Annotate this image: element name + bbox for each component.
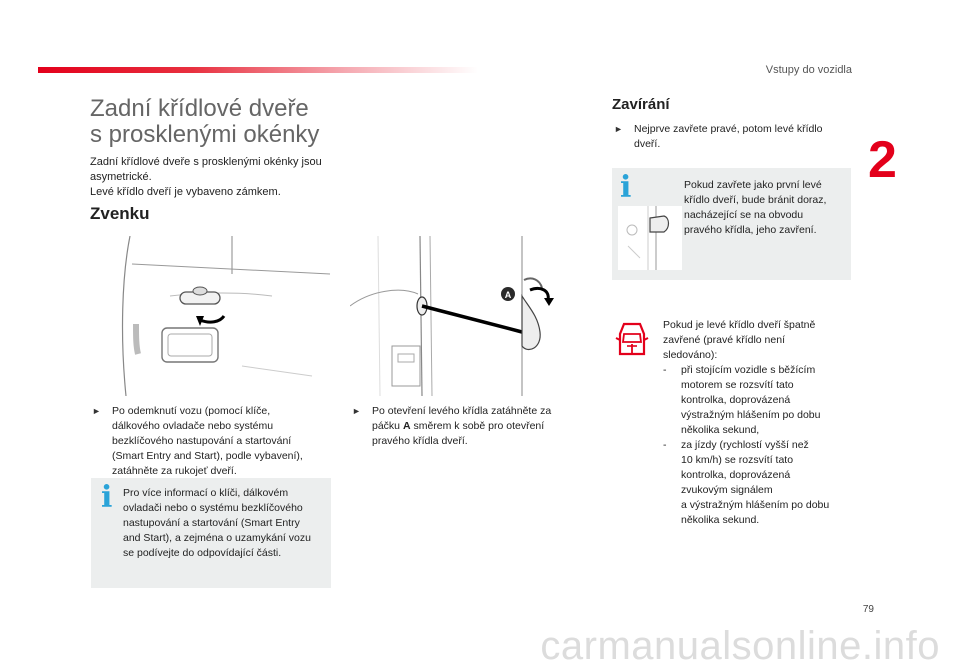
door-lever-illustration <box>350 236 560 396</box>
warning-text <box>663 318 863 528</box>
arrow-bullet-icon: ► <box>352 406 361 416</box>
bullet-text <box>112 404 303 479</box>
warning-item-stationary <box>663 363 863 438</box>
bullet-line: Po otevření levého křídla zatáhněte za <box>372 405 552 417</box>
bullet-line: pravého křídla dveří. <box>372 435 468 447</box>
warning-line: několika sekund, <box>681 424 760 436</box>
bullet-line: Po odemknutí vozu (pomocí klíče, <box>112 405 271 417</box>
bullet-line: dálkového ovladače nebo systému <box>112 420 274 432</box>
intro-line: asymetrické. <box>90 171 152 183</box>
info-box-text <box>684 178 826 238</box>
bullet-closing-order <box>614 122 854 156</box>
warning-line: zavřené (pravé křídlo není <box>663 334 785 346</box>
info-box-keys <box>91 478 331 588</box>
warning-line: a výstražným hlášením po dobu <box>681 499 830 511</box>
warning-line: výstražným hlášením po dobu <box>681 409 821 421</box>
info-box-text <box>123 486 311 561</box>
fig2-label-a: A <box>504 290 512 300</box>
info-line: pravého křídla, jeho zavření. <box>684 224 817 236</box>
bullet-line: (Smart Entry and Start), podle vybavení), <box>112 450 303 462</box>
bullet-text <box>372 404 551 449</box>
intro-line: Zadní křídlové dveře s prosklenými okénky jsou <box>90 156 322 168</box>
warning-line: při stojícím vozidle s běžícím <box>681 364 816 376</box>
door-stop-illustration <box>618 206 682 270</box>
header-accent-bar <box>38 67 478 73</box>
page-title <box>90 96 319 148</box>
chapter-number: 2 <box>868 131 897 189</box>
warning-line: kontrolka, doprovázená <box>681 394 791 406</box>
bullet-line: dveří. <box>634 138 661 150</box>
page-title-line1: Zadní křídlové dveře <box>90 95 309 122</box>
info-line: křídlo dveří, bude bránit doraz, <box>684 194 827 206</box>
warning-line: kontrolka, doprovázená <box>681 469 791 481</box>
page-title-line2: s prosklenými okénky <box>90 121 320 148</box>
intro-text <box>90 155 322 200</box>
bullet-line: bezklíčového nastupování a startování <box>112 435 292 447</box>
warning-line: zvukovým signálem <box>681 484 773 496</box>
info-line: Pro více informací o klíči, dálkovém <box>123 487 289 499</box>
info-icon: i <box>101 480 113 515</box>
section-heading-zavirani: Zavírání <box>612 96 670 113</box>
bullet-text <box>634 122 823 152</box>
arrow-bullet-icon: ► <box>614 124 623 134</box>
info-line: nastupování a startování (Smart Entry <box>123 517 300 529</box>
arrow-bullet-icon: ► <box>92 406 101 416</box>
bullet-label-a: A <box>402 420 411 432</box>
warning-line: za jízdy (rychlostí vyšší než <box>681 439 809 451</box>
info-line: and Start), a zejména o uzamykání vozu <box>123 532 311 544</box>
intro-line: Levé křídlo dveří je vybaveno zámkem. <box>90 186 281 198</box>
warning-line: sledováno): <box>663 349 718 361</box>
section-title: Vstupy do vozidla <box>765 64 852 76</box>
bullet-word: směrem k sobě pro otevření <box>413 420 545 432</box>
watermark: carmanualsonline.info <box>540 624 940 668</box>
info-line: nacházející se na obvodu <box>684 209 804 221</box>
info-box-closing <box>612 168 851 280</box>
bullet-open-doors <box>92 404 332 484</box>
warning-line: Pokud je levé křídlo dveří špatně <box>663 319 816 331</box>
door-handle-illustration <box>92 236 332 396</box>
bullet-line: zatáhněte za rukojeť dveří. <box>112 465 237 477</box>
warning-line: několika sekund. <box>681 514 760 526</box>
warning-line: motorem se rozsvítí tato <box>681 379 794 391</box>
bullet-line: Nejprve zavřete pravé, potom levé křídlo <box>634 123 823 135</box>
section-heading-zvenku: Zvenku <box>90 204 150 223</box>
bullet-lever-a <box>352 404 582 454</box>
warning-item-driving <box>663 438 863 528</box>
warning-line: 10 km/h) se rozsvítí tato <box>681 454 794 466</box>
warning-item-text <box>663 363 863 438</box>
info-line: Pokud zavřete jako první levé <box>684 179 822 191</box>
list-dash: - <box>663 439 667 451</box>
warning-item-text <box>663 438 863 528</box>
info-icon: i <box>620 170 632 205</box>
list-dash: - <box>663 364 667 376</box>
door-warning-icon <box>614 318 650 362</box>
page-number: 79 <box>862 604 874 615</box>
info-line: ovladači nebo o systému bezklíčového <box>123 502 303 514</box>
bullet-word: páčku <box>372 420 401 432</box>
bullet-line <box>372 419 551 434</box>
info-line: se podívejte do odpovídající části. <box>123 547 282 559</box>
